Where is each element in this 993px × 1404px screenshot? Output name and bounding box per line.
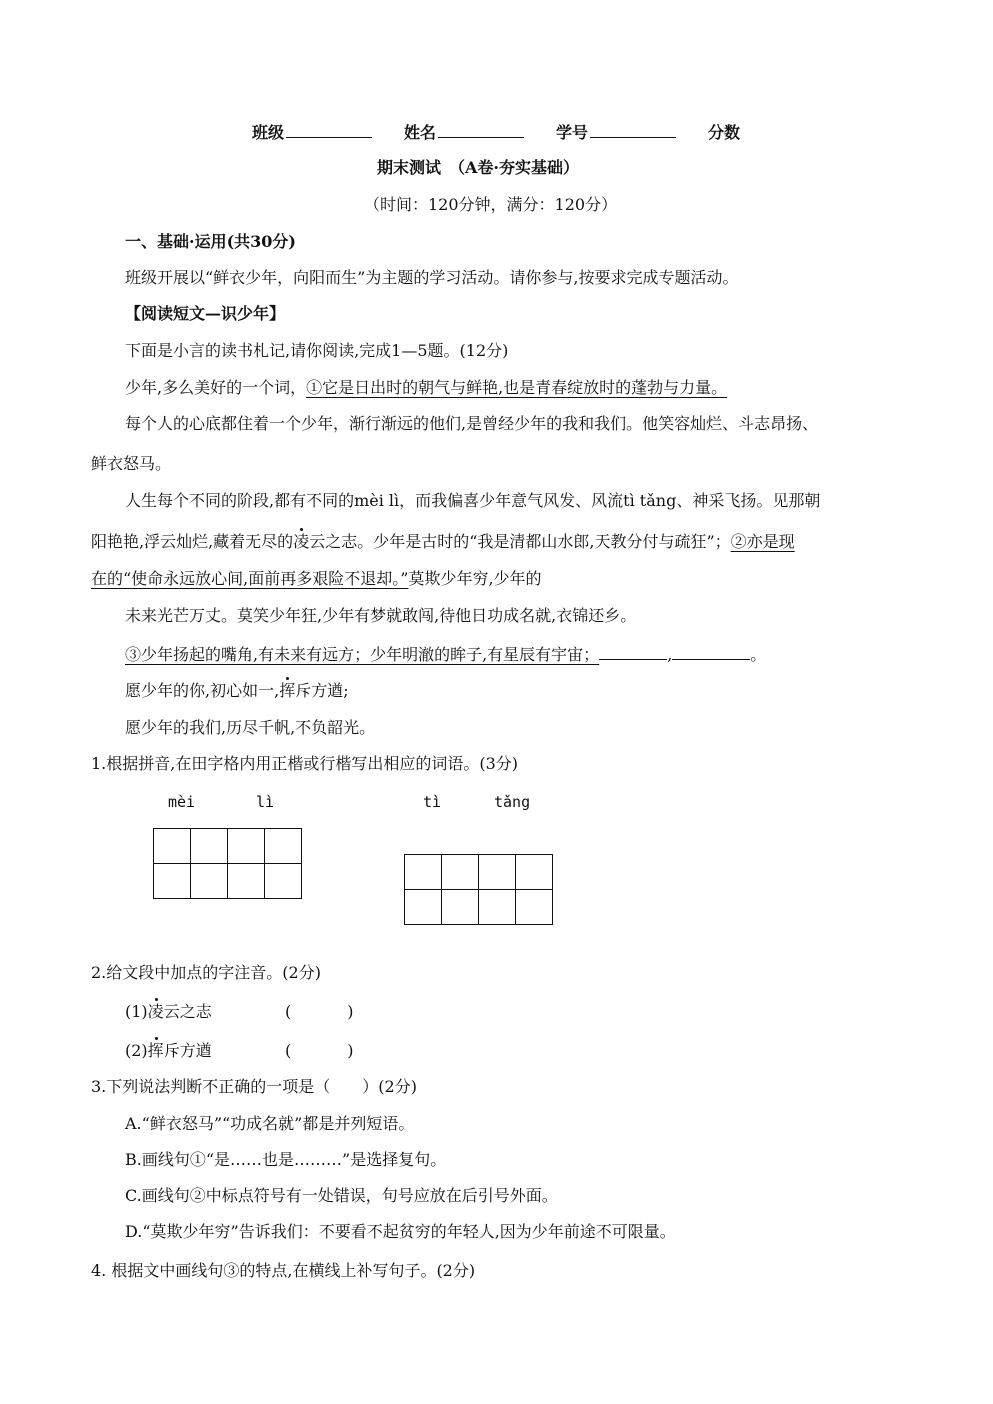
q2-item2-text: 斥方遒 xyxy=(163,1041,212,1060)
student-info-header xyxy=(252,121,740,144)
paren-open: ( xyxy=(285,1041,292,1060)
grid-cell[interactable] xyxy=(228,864,265,899)
fill-blank-1[interactable] xyxy=(599,643,667,660)
pinyin-li: lì xyxy=(256,793,275,811)
grid-cell[interactable] xyxy=(265,829,302,864)
question-4: 4. 根据文中画线句③的特点,在横线上补写句子。(2分) xyxy=(91,1261,476,1280)
p5-text-b: 斥方遒; xyxy=(295,681,349,700)
sentence-end: 。 xyxy=(750,645,767,664)
q2-item-1 xyxy=(125,1001,212,1023)
id-label: 学号 xyxy=(556,123,589,142)
grid-cell[interactable] xyxy=(405,890,442,925)
grid-cell[interactable] xyxy=(442,890,479,925)
p3-text-c: 莫欺少年穷,少年的 xyxy=(408,569,542,588)
q2-item1-text: 云之志 xyxy=(163,1002,212,1021)
q2-item1-number: (1) xyxy=(125,1002,148,1021)
section-intro: 班级开展以“鲜衣少年，向阳而生”为主题的学习活动。请你参与,按要求完成专题活动。 xyxy=(125,268,739,287)
name-blank[interactable] xyxy=(438,121,524,138)
grid-cell[interactable] xyxy=(479,855,516,890)
passage-paragraph-1 xyxy=(125,377,727,399)
underlined-sentence-2a: ②亦是现 xyxy=(730,532,795,551)
q2-item-2 xyxy=(125,1040,212,1062)
passage-paragraph-5 xyxy=(125,680,349,702)
passage-paragraph-2-line1: 每个人的心底都住着一个少年，渐行渐远的他们,是曾经少年的我和我们。他笑容灿烂、斗志昂扬、 xyxy=(125,414,819,433)
passage-paragraph-3-line3 xyxy=(91,568,542,590)
passage-paragraph-4 xyxy=(125,643,766,666)
blank-separator: , xyxy=(667,645,673,664)
page-title: 期末测试 （A卷·夯实基础） xyxy=(377,158,579,177)
q3-option-c[interactable]: C.画线句②中标点符号有一处错误，句号应放在后引号外面。 xyxy=(125,1186,558,1205)
dotted-char-hui: 挥 xyxy=(279,681,296,700)
grid-cell[interactable] xyxy=(405,855,442,890)
passage-paragraph-3-line4: 未来光芒万丈。莫笑少年狂,少年有梦就敢闯,待他日功成名就,衣锦还乡。 xyxy=(125,606,637,625)
q2-item2-number: (2) xyxy=(125,1041,148,1060)
q2-answer-1[interactable] xyxy=(285,1001,354,1023)
dotted-char-hui: 挥 xyxy=(147,1041,164,1060)
writing-grid-1[interactable] xyxy=(153,828,302,899)
q3-option-d[interactable]: D.“莫欺少年穷”告诉我们：不要看不起贫穷的年轻人,因为少年前途不可限量。 xyxy=(125,1222,676,1241)
question-2: 2.给文段中加点的字注音。(2分) xyxy=(91,963,321,982)
pinyin-tang: tǎng xyxy=(494,793,531,811)
sub-heading: 【阅读短文—识少年】 xyxy=(125,304,286,323)
pinyin-mei: mèi xyxy=(168,793,196,811)
grid-cell[interactable] xyxy=(154,829,191,864)
q2-answer-2[interactable] xyxy=(285,1040,354,1062)
p3-text-a: 阳艳艳,浮云灿烂,藏着无尽的 xyxy=(91,532,294,551)
class-label: 班级 xyxy=(252,123,285,142)
paren-open: ( xyxy=(285,1002,292,1021)
dotted-char-ling: 凌 xyxy=(147,1002,164,1021)
score-label: 分数 xyxy=(708,123,741,142)
p3-text-b: 云之志。少年是古时的“我是清都山水郎,天教分付与疏狂”； xyxy=(309,532,731,551)
underlined-sentence-3: ③少年扬起的嘴角,有未来有远方；少年明澈的眸子,有星辰有宇宙； xyxy=(125,645,600,664)
grid-cell[interactable] xyxy=(479,890,516,925)
grid-cell[interactable] xyxy=(516,890,553,925)
grid-cell[interactable] xyxy=(191,864,228,899)
p1-text: 少年,多么美好的一个词， xyxy=(125,378,307,397)
dotted-char-ling: 凌 xyxy=(293,532,310,551)
sub-intro: 下面是小言的读书札记,请你阅读,完成1—5题。(12分) xyxy=(125,341,509,360)
paren-close: ) xyxy=(347,1041,354,1060)
q3-option-b[interactable]: B.画线句①“是……也是………”是选择复句。 xyxy=(125,1150,447,1169)
grid-cell[interactable] xyxy=(516,855,553,890)
question-1: 1.根据拼音,在田字格内用正楷或行楷写出相应的词语。(3分) xyxy=(91,754,519,773)
paren-close: ) xyxy=(347,1002,354,1021)
grid-cell[interactable] xyxy=(442,855,479,890)
passage-paragraph-2-line2: 鲜衣怒马。 xyxy=(91,454,172,473)
pinyin-ti: tì xyxy=(423,793,442,811)
writing-grid-2[interactable] xyxy=(404,854,553,925)
underlined-sentence-2b: 在的“使命永远放心间,面前再多艰险不退却。” xyxy=(91,569,409,588)
name-label: 姓名 xyxy=(404,123,437,142)
fill-blank-2[interactable] xyxy=(672,643,750,660)
p5-text-a: 愿少年的你,初心如一, xyxy=(125,681,280,700)
class-blank[interactable] xyxy=(286,121,372,138)
grid-cell[interactable] xyxy=(154,864,191,899)
id-blank[interactable] xyxy=(590,121,676,138)
passage-paragraph-6: 愿少年的我们,历尽千帆,不负韶光。 xyxy=(125,718,376,737)
q3-option-a[interactable]: A.“鲜衣怒马”“功成名就”都是并列短语。 xyxy=(125,1114,415,1133)
question-3: 3.下列说法判断不正确的一项是（ ）(2分) xyxy=(91,1077,417,1096)
section-heading: 一、基础·运用(共30分) xyxy=(125,232,296,251)
time-info: （时间：120分钟，满分：120分） xyxy=(364,195,618,214)
passage-paragraph-3-line2 xyxy=(91,531,795,553)
underlined-sentence-1: ①它是日出时的朝气与鲜艳,也是青春绽放时的蓬勃与力量。 xyxy=(306,378,728,397)
passage-paragraph-3-line1: 人生每个不同的阶段,都有不同的mèi lì，而我偏喜少年意气风发、风流tì tǎng、神采飞扬。见那朝 xyxy=(125,491,821,510)
grid-cell[interactable] xyxy=(265,864,302,899)
grid-cell[interactable] xyxy=(191,829,228,864)
grid-cell[interactable] xyxy=(228,829,265,864)
